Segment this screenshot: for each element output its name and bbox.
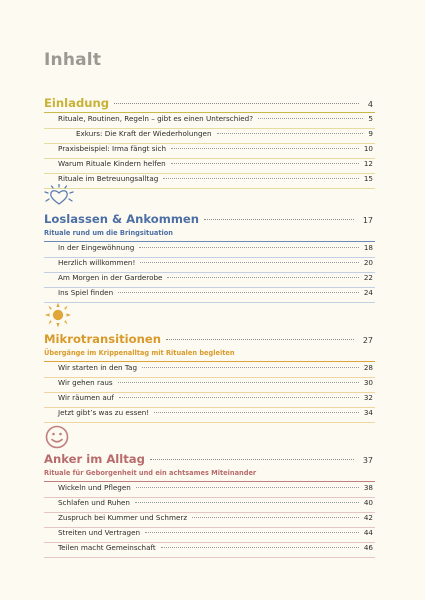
entry-title: Praxisbeispiel: Irma fängt sich bbox=[58, 144, 167, 153]
section-rule bbox=[44, 241, 375, 242]
entry-page: 30 bbox=[363, 378, 373, 387]
entry-title: Wir starten in den Tag bbox=[58, 363, 138, 372]
entry-title: Wickeln und Pflegen bbox=[58, 483, 131, 492]
leader-dots bbox=[139, 247, 359, 248]
entry-page: 20 bbox=[363, 258, 373, 267]
section-title: Mikrotransitionen bbox=[44, 332, 161, 346]
toc-entry[interactable] bbox=[44, 378, 375, 393]
section-subtitle: Rituale rund um die Bringsituation bbox=[44, 229, 173, 237]
section-page-number: 37 bbox=[362, 456, 373, 465]
entry-page: 5 bbox=[368, 114, 373, 123]
leader-dots bbox=[142, 367, 359, 368]
entry-title: In der Eingewöhnung bbox=[58, 243, 135, 252]
toc-entry[interactable] bbox=[44, 498, 375, 513]
toc-entry[interactable] bbox=[44, 159, 375, 174]
leader-dots bbox=[204, 219, 354, 220]
leader-dots bbox=[119, 397, 359, 398]
section-einladung bbox=[44, 96, 375, 189]
toc-entry[interactable] bbox=[44, 483, 375, 498]
entry-title: Teilen macht Gemeinschaft bbox=[58, 543, 156, 552]
entry-page: 42 bbox=[363, 513, 373, 522]
section-anker bbox=[44, 452, 375, 558]
section-title: Anker im Alltag bbox=[44, 452, 145, 466]
leader-dots bbox=[118, 292, 359, 293]
leader-dots bbox=[161, 547, 359, 548]
toc-entry[interactable] bbox=[44, 393, 375, 408]
entry-title: Rituale im Betreuungsalltag bbox=[58, 174, 159, 183]
section-page-number: 4 bbox=[367, 100, 373, 109]
toc-entry[interactable] bbox=[44, 129, 375, 144]
toc-entry[interactable] bbox=[44, 288, 375, 303]
heart-icon bbox=[44, 184, 74, 212]
toc-entry[interactable] bbox=[44, 258, 375, 273]
leader-dots bbox=[136, 487, 359, 488]
section-page-number: 17 bbox=[362, 216, 373, 225]
leader-dots bbox=[118, 382, 359, 383]
smiley-icon bbox=[44, 424, 70, 454]
leader-dots bbox=[166, 339, 354, 340]
toc-entry[interactable] bbox=[44, 144, 375, 159]
section-heading[interactable] bbox=[44, 452, 375, 468]
entry-page: 9 bbox=[368, 129, 373, 138]
entry-title: Am Morgen in der Garderobe bbox=[58, 273, 163, 282]
sun-icon bbox=[44, 302, 72, 332]
leader-dots bbox=[150, 459, 354, 460]
entry-page: 10 bbox=[363, 144, 373, 153]
entry-title: Warum Rituale Kindern helfen bbox=[58, 159, 166, 168]
entry-title: Zuspruch bei Kummer und Schmerz bbox=[58, 513, 188, 522]
leader-dots bbox=[114, 103, 359, 104]
section-subtitle: Rituale für Geborgenheit und ein achtsames Miteinander bbox=[44, 469, 257, 477]
toc-entry[interactable] bbox=[44, 114, 375, 129]
toc-entry[interactable] bbox=[44, 408, 375, 423]
toc-entry[interactable] bbox=[44, 363, 375, 378]
entry-page: 44 bbox=[363, 528, 373, 537]
leader-dots bbox=[217, 133, 364, 134]
leader-dots bbox=[145, 532, 359, 533]
entry-title: Herzlich willkommen! bbox=[58, 258, 136, 267]
section-subtitle: Übergänge im Krippenalltag mit Ritualen begleiten bbox=[44, 349, 235, 357]
section-title: Einladung bbox=[44, 96, 110, 110]
entry-title: Wir gehen raus bbox=[58, 378, 113, 387]
section-heading[interactable] bbox=[44, 96, 375, 112]
toc-entry[interactable] bbox=[44, 513, 375, 528]
entry-page: 15 bbox=[363, 174, 373, 183]
leader-dots bbox=[171, 163, 359, 164]
entry-page: 32 bbox=[363, 393, 373, 402]
section-mikrotransitionen bbox=[44, 332, 375, 423]
section-rule bbox=[44, 112, 375, 113]
entry-page: 24 bbox=[363, 288, 373, 297]
leader-dots bbox=[167, 277, 358, 278]
entry-page: 22 bbox=[363, 273, 373, 282]
entry-title: Wir räumen auf bbox=[58, 393, 114, 402]
entry-title: Schlafen und Ruhen bbox=[58, 498, 130, 507]
entry-title: Exkurs: Die Kraft der Wiederholungen bbox=[76, 129, 212, 138]
toc-entry[interactable] bbox=[44, 174, 375, 189]
entry-page: 12 bbox=[363, 159, 373, 168]
leader-dots bbox=[140, 262, 358, 263]
entry-page: 28 bbox=[363, 363, 373, 372]
entry-page: 38 bbox=[363, 483, 373, 492]
section-rule bbox=[44, 361, 375, 362]
toc-entry[interactable] bbox=[44, 273, 375, 288]
entry-page: 46 bbox=[363, 543, 373, 552]
section-heading[interactable] bbox=[44, 332, 375, 348]
section-loslassen bbox=[44, 212, 375, 303]
leader-dots bbox=[135, 502, 359, 503]
entry-title: Streiten und Vertragen bbox=[58, 528, 141, 537]
toc-entry[interactable] bbox=[44, 243, 375, 258]
entry-title: Rituale, Routinen, Regeln – gibt es einen Unterschied? bbox=[58, 114, 254, 123]
leader-dots bbox=[163, 178, 359, 179]
leader-dots bbox=[154, 412, 359, 413]
section-rule bbox=[44, 481, 375, 482]
entry-title: Jetzt gibt’s was zu essen! bbox=[58, 408, 150, 417]
page-title: Inhalt bbox=[44, 50, 102, 70]
leader-dots bbox=[171, 148, 359, 149]
entry-title: Ins Spiel finden bbox=[58, 288, 114, 297]
toc-entry[interactable] bbox=[44, 528, 375, 543]
leader-dots bbox=[258, 118, 363, 119]
entry-page: 34 bbox=[363, 408, 373, 417]
toc-entry[interactable] bbox=[44, 543, 375, 558]
entry-page: 18 bbox=[363, 243, 373, 252]
section-title: Loslassen & Ankommen bbox=[44, 212, 200, 226]
section-heading[interactable] bbox=[44, 212, 375, 228]
leader-dots bbox=[192, 517, 359, 518]
entry-page: 40 bbox=[363, 498, 373, 507]
section-page-number: 27 bbox=[362, 336, 373, 345]
